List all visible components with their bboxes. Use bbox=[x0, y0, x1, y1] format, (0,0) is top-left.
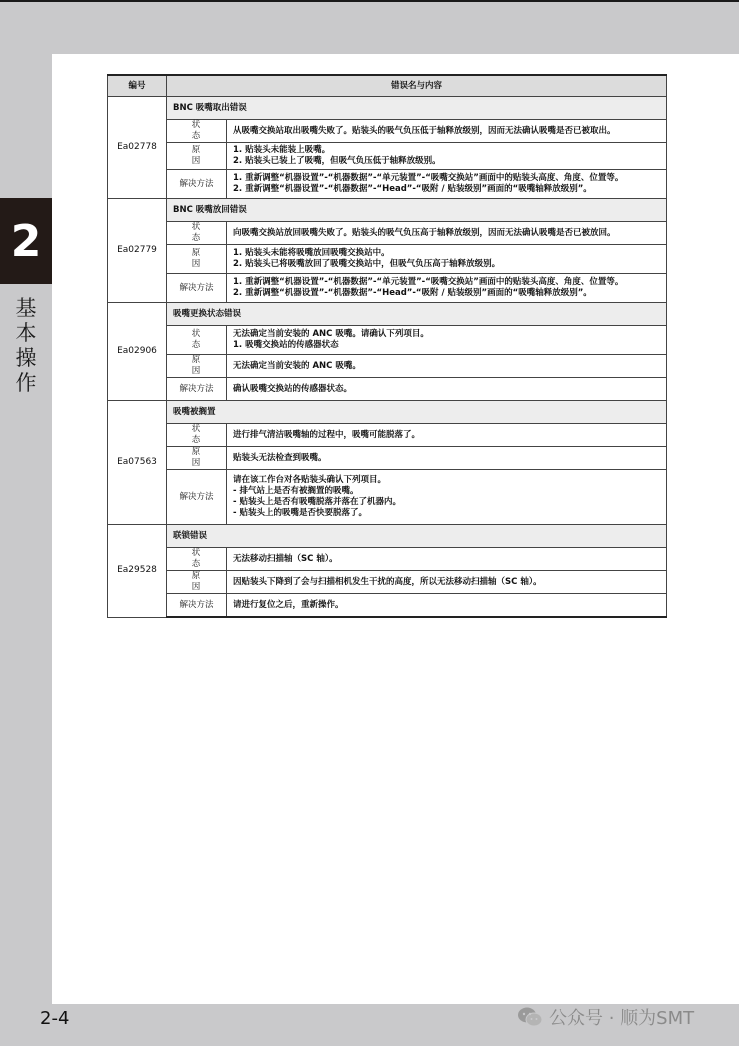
status-label: 状 态 bbox=[167, 548, 227, 571]
chapter-title-char: 作 bbox=[15, 371, 37, 395]
table-row bbox=[108, 245, 667, 274]
status-text: 从吸嘴交换站取出吸嘴失败了。贴装头的吸气负压低于轴释放级别，因而无法确认吸嘴是否已被取出。 bbox=[227, 120, 667, 143]
status-line: 无法确定当前安装的 ANC 吸嘴。请确认下列项目。 bbox=[233, 329, 429, 339]
error-name: BNC 吸嘴取出错误 bbox=[167, 97, 667, 120]
status-text: 无法移动扫描轴（SC 轴）。 bbox=[227, 548, 667, 571]
table-row bbox=[108, 594, 667, 618]
cause-label: 原 因 bbox=[167, 245, 227, 274]
solution-line: - 排气站上是否有被搁置的吸嘴。 bbox=[233, 486, 359, 496]
cause-line: 2. 贴装头已将吸嘴放回了吸嘴交换站中，但吸气负压高于轴释放级别。 bbox=[233, 259, 501, 269]
solution-label: 解决方法 bbox=[167, 274, 227, 303]
table-row bbox=[108, 571, 667, 594]
error-table bbox=[107, 74, 667, 618]
solution-line: - 贴装头上是否有吸嘴脱落并落在了机器内。 bbox=[233, 497, 401, 507]
cause-label: 原 因 bbox=[167, 571, 227, 594]
table-row bbox=[108, 355, 667, 378]
error-name: 联锁错误 bbox=[167, 525, 667, 548]
chapter-title bbox=[11, 296, 41, 396]
table-row bbox=[108, 170, 667, 199]
error-name: BNC 吸嘴放回错误 bbox=[167, 199, 667, 222]
solution-line: 1. 重新调整“机器设置”-“机器数据”-“单元装置”-“吸嘴交换站”画面中的贴装头高度、角度、位置等。 bbox=[233, 277, 624, 287]
solution-label: 解决方法 bbox=[167, 594, 227, 618]
solution-label: 解决方法 bbox=[167, 378, 227, 401]
cause-line: 1. 贴装头未能将吸嘴放回吸嘴交换站中。 bbox=[233, 248, 390, 258]
cause-label: 原 因 bbox=[167, 143, 227, 170]
cause-line: 1. 贴装头未能装上吸嘴。 bbox=[233, 145, 331, 155]
cause-text bbox=[227, 245, 667, 274]
status-text: 向吸嘴交换站放回吸嘴失败了。贴装头的吸气负压高于轴释放级别，因而无法确认吸嘴是否已被放回。 bbox=[227, 222, 667, 245]
solution-label: 解决方法 bbox=[167, 170, 227, 199]
solution-line: - 贴装头上的吸嘴是否快要脱落了。 bbox=[233, 508, 367, 518]
cause-text bbox=[227, 143, 667, 170]
table-row bbox=[108, 222, 667, 245]
wechat-icon bbox=[517, 1006, 543, 1028]
table-row bbox=[108, 470, 667, 525]
table-row bbox=[108, 199, 667, 222]
error-code: Ea02778 bbox=[108, 97, 167, 199]
header-content: 错误名与内容 bbox=[167, 75, 667, 97]
solution-text bbox=[227, 170, 667, 199]
table-row bbox=[108, 326, 667, 355]
chapter-title-char: 操 bbox=[15, 346, 37, 370]
table-row bbox=[108, 303, 667, 326]
top-border bbox=[0, 0, 739, 2]
cause-label: 原 因 bbox=[167, 447, 227, 470]
table-row bbox=[108, 143, 667, 170]
status-label: 状 态 bbox=[167, 120, 227, 143]
solution-text: 请进行复位之后，重新操作。 bbox=[227, 594, 667, 618]
header-code: 编号 bbox=[108, 75, 167, 97]
table-row bbox=[108, 525, 667, 548]
error-code: Ea07563 bbox=[108, 401, 167, 525]
table-row bbox=[108, 120, 667, 143]
cause-text: 因贴装头下降到了会与扫描相机发生干扰的高度，所以无法移动扫描轴（SC 轴）。 bbox=[227, 571, 667, 594]
solution-text bbox=[227, 274, 667, 303]
solution-label: 解决方法 bbox=[167, 470, 227, 525]
error-code: Ea29528 bbox=[108, 525, 167, 618]
chapter-title-char: 基 bbox=[15, 296, 37, 320]
table-row bbox=[108, 424, 667, 447]
cause-text: 贴装头无法检查到吸嘴。 bbox=[227, 447, 667, 470]
status-label: 状 态 bbox=[167, 222, 227, 245]
status-text bbox=[227, 326, 667, 355]
table-row bbox=[108, 97, 667, 120]
error-code: Ea02906 bbox=[108, 303, 167, 401]
error-name: 吸嘴更换状态错误 bbox=[167, 303, 667, 326]
status-label: 状 态 bbox=[167, 424, 227, 447]
solution-line: 请在该工作台对各贴装头确认下列项目。 bbox=[233, 475, 387, 485]
watermark-text: 公众号 · 顺为SMT bbox=[549, 1008, 695, 1029]
table-row bbox=[108, 401, 667, 424]
solution-text bbox=[227, 470, 667, 525]
status-text: 进行排气清洁吸嘴轴的过程中，吸嘴可能脱落了。 bbox=[227, 424, 667, 447]
table-header-row bbox=[108, 75, 667, 97]
solution-line: 2. 重新调整“机器设置”-“机器数据”-“Head”-“吸附 / 贴装级别”画面的“吸嘴轴释放级别”。 bbox=[233, 288, 592, 298]
status-label: 状 态 bbox=[167, 326, 227, 355]
table-row bbox=[108, 274, 667, 303]
chapter-number: 2 bbox=[0, 198, 52, 284]
table-row bbox=[108, 447, 667, 470]
solution-line: 2. 重新调整“机器设置”-“机器数据”-“Head”-“吸附 / 贴装级别”画面的“吸嘴轴释放级别”。 bbox=[233, 184, 592, 194]
solution-text: 确认吸嘴交换站的传感器状态。 bbox=[227, 378, 667, 401]
error-code: Ea02779 bbox=[108, 199, 167, 303]
cause-line: 2. 贴装头已装上了吸嘴，但吸气负压低于轴释放级别。 bbox=[233, 156, 441, 166]
page-number: 2-4 bbox=[40, 1008, 70, 1029]
chapter-title-char: 本 bbox=[15, 321, 37, 345]
cause-label: 原 因 bbox=[167, 355, 227, 378]
table-row bbox=[108, 548, 667, 571]
cause-text: 无法确定当前安装的 ANC 吸嘴。 bbox=[227, 355, 667, 378]
table-row bbox=[108, 378, 667, 401]
watermark bbox=[517, 1004, 694, 1030]
solution-line: 1. 重新调整“机器设置”-“机器数据”-“单元装置”-“吸嘴交换站”画面中的贴装头高度、角度、位置等。 bbox=[233, 173, 624, 183]
status-line: 1. 吸嘴交换站的传感器状态 bbox=[233, 340, 339, 350]
error-name: 吸嘴被搁置 bbox=[167, 401, 667, 424]
